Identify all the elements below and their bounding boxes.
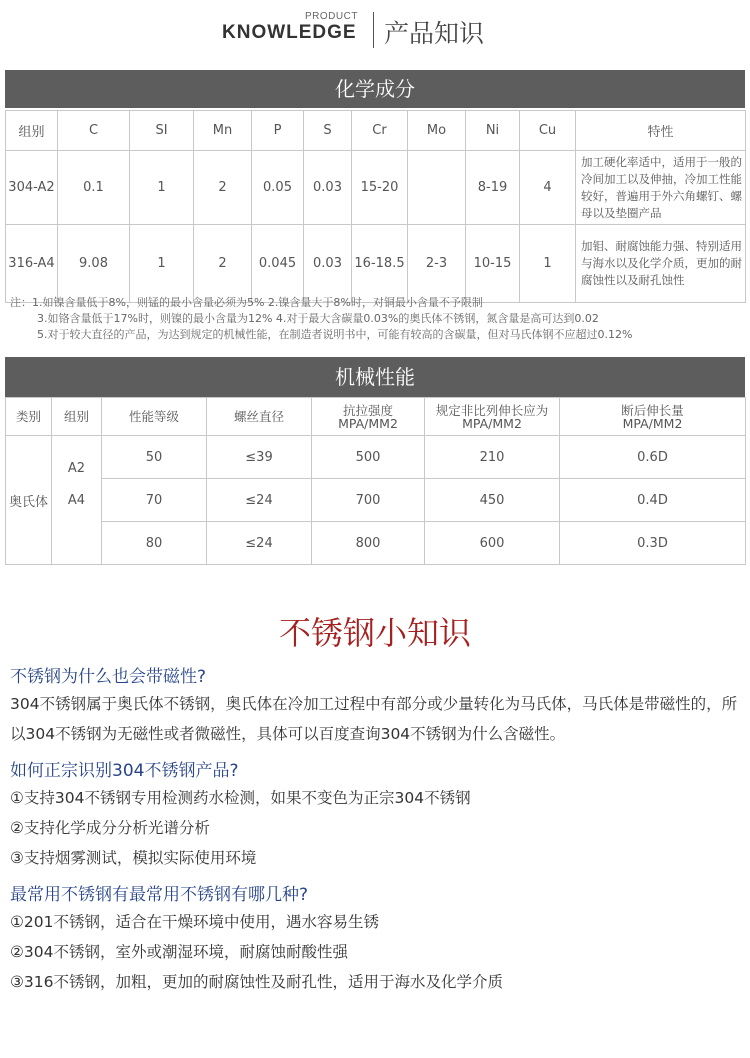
mech-group-a4: A4 <box>67 493 86 508</box>
chem-property-cell: 加工硬化率适中，适用于一般的冷间加工以及伸抽，冷加工性能较好，普遍用于外六角螺钉、螺母以及垫圈产品 <box>576 151 746 225</box>
knowledge-block <box>10 759 742 873</box>
header-knowledge-label: KNOWLEDGE <box>222 22 357 43</box>
mech-row <box>6 522 746 565</box>
mech-row <box>6 436 746 479</box>
mech-cell: 50 <box>102 436 207 479</box>
chem-note: 3.如铬含量低于17%时，则镍的最小含量为12% 4.对于最大含碳量0.03%的奥氏体不锈钢，氮含量是高可达到0.02 <box>37 312 599 325</box>
answer-item: ③316不锈钢，加粗，更加的耐腐蚀性及耐孔性，适用于海水及化学介质 <box>10 973 503 991</box>
mech-group-cell <box>52 436 102 565</box>
chem-cell: 2 <box>194 151 252 225</box>
knowledge-block <box>10 883 742 997</box>
mech-cell: 600 <box>425 522 560 565</box>
chem-notes <box>10 295 745 343</box>
mech-cell: 0.4D <box>560 479 746 522</box>
chem-cell <box>408 151 466 225</box>
chem-cell: 0.03 <box>304 151 352 225</box>
chem-row <box>6 151 746 225</box>
chem-note: 5.对于较大直径的产品，为达到规定的机械性能，在制造者说明书中，可能有较高的含碳量，但对马氏体钢不应超过0.12% <box>37 328 633 341</box>
chem-header-cell: SI <box>130 111 194 151</box>
page-header <box>0 0 750 62</box>
chem-cell: 2-3 <box>408 225 466 303</box>
chem-cell: 316-A4 <box>6 225 58 303</box>
mech-header-cell <box>425 398 560 436</box>
mech-header-line: MPA/MM2 <box>622 415 683 431</box>
question: 如何正宗识别304不锈钢产品? <box>10 761 239 781</box>
answer-item: ①支持304不锈钢专用检测药水检测，如果不变色为正宗304不锈钢 <box>10 789 471 807</box>
chem-header-cell: Cu <box>520 111 576 151</box>
chem-cell: 0.05 <box>252 151 304 225</box>
chem-header-cell: P <box>252 111 304 151</box>
header-divider <box>373 12 374 48</box>
mech-cell: ≤24 <box>207 479 312 522</box>
chem-cell: 1 <box>520 225 576 303</box>
chem-header-cell: 组别 <box>6 111 58 151</box>
mech-header-line: 规定非比列伸长应为 <box>435 402 549 418</box>
mech-header-cell <box>560 398 746 436</box>
mech-cell: 450 <box>425 479 560 522</box>
mech-cell: ≤24 <box>207 522 312 565</box>
mech-cell: 210 <box>425 436 560 479</box>
chem-section-title: 化学成分 <box>5 70 745 108</box>
mech-header-line: 抗拉强度 <box>342 402 393 418</box>
chem-cell: 15-20 <box>352 151 408 225</box>
answer-item: ②304不锈钢，室外或潮湿环境，耐腐蚀耐酸性强 <box>10 943 348 961</box>
chem-header-cell: Mn <box>194 111 252 151</box>
mech-header-line: MPA/MM2 <box>338 415 398 431</box>
chem-cell: 304-A2 <box>6 151 58 225</box>
chem-cell: 0.1 <box>58 151 130 225</box>
chem-header-cell: Cr <box>352 111 408 151</box>
chem-cell: 2 <box>194 225 252 303</box>
chem-cell: 1 <box>130 225 194 303</box>
mech-cell: 80 <box>102 522 207 565</box>
mech-header-row <box>6 398 746 436</box>
mech-cell: 700 <box>312 479 425 522</box>
answer-item: ③支持烟雾测试，模拟实际使用环境 <box>10 849 257 867</box>
mech-cell: 0.3D <box>560 522 746 565</box>
chem-cell: 4 <box>520 151 576 225</box>
answer-item: ②支持化学成分分析光谱分析 <box>10 819 210 837</box>
mech-header-cell: 性能等级 <box>102 398 207 436</box>
chem-cell: 16-18.5 <box>352 225 408 303</box>
mech-category-cell: 奥氏体 <box>6 436 52 565</box>
chem-cell: 8-19 <box>466 151 520 225</box>
mech-header-cell: 类别 <box>6 398 52 436</box>
chem-property-cell: 加钼、耐腐蚀能力强、特别适用与海水以及化学介质，更加的耐腐蚀性以及耐孔蚀性 <box>576 225 746 303</box>
mech-cell: 70 <box>102 479 207 522</box>
chem-row <box>6 225 746 303</box>
chem-header-cell: Ni <box>466 111 520 151</box>
mech-header-cell: 螺丝直径 <box>207 398 312 436</box>
knowledge-content <box>10 665 742 1007</box>
mech-header-line: MPA/MM2 <box>462 415 522 431</box>
chem-header-cell: 特性 <box>576 111 746 151</box>
chem-cell: 0.045 <box>252 225 304 303</box>
chem-header-cell: Mo <box>408 111 466 151</box>
mech-cell: ≤39 <box>207 436 312 479</box>
mech-cell: 800 <box>312 522 425 565</box>
chem-cell: 0.03 <box>304 225 352 303</box>
chem-header-cell: C <box>58 111 130 151</box>
mech-section-title: 机械性能 <box>5 357 745 397</box>
chem-cell: 10-15 <box>466 225 520 303</box>
chem-cell: 1 <box>130 151 194 225</box>
mech-table <box>5 397 746 565</box>
answer-item: ①201不锈钢，适合在干燥环境中使用，遇水容易生锈 <box>10 913 379 931</box>
chem-note: 注：1.如镍含量低于8%，则锰的最小含量必须为5% 2.镍含量大于8%时，对铜最小含量不予限制 <box>10 296 483 309</box>
mech-header-line: 断后伸长量 <box>621 402 684 418</box>
knowledge-title: 不锈钢小知识 <box>278 614 471 652</box>
mech-header-cell <box>312 398 425 436</box>
chem-header-row <box>6 111 746 151</box>
question: 最常用不锈钢有最常用不锈钢有哪几种? <box>10 885 309 905</box>
header-cn-title: 产品知识 <box>384 19 485 48</box>
header-product-label: PRODUCT <box>305 11 358 22</box>
mech-header-cell: 组别 <box>52 398 102 436</box>
mech-cell: 0.6D <box>560 436 746 479</box>
mech-cell: 500 <box>312 436 425 479</box>
chem-cell: 9.08 <box>58 225 130 303</box>
mech-group-a2: A2 <box>67 461 86 476</box>
chem-header-cell: S <box>304 111 352 151</box>
knowledge-block <box>10 665 742 749</box>
mech-row <box>6 479 746 522</box>
chem-table <box>5 110 746 303</box>
question: 不锈钢为什么也会带磁性? <box>10 667 207 687</box>
answer: 304不锈钢属于奥氏体不锈钢，奥氏体在冷加工过程中有部分或少量转化为马氏体，马氏体是带磁性的，所以304不锈钢为无磁性或者微磁性，具体可以百度查询304不锈钢为什么含磁性。 <box>10 695 738 743</box>
